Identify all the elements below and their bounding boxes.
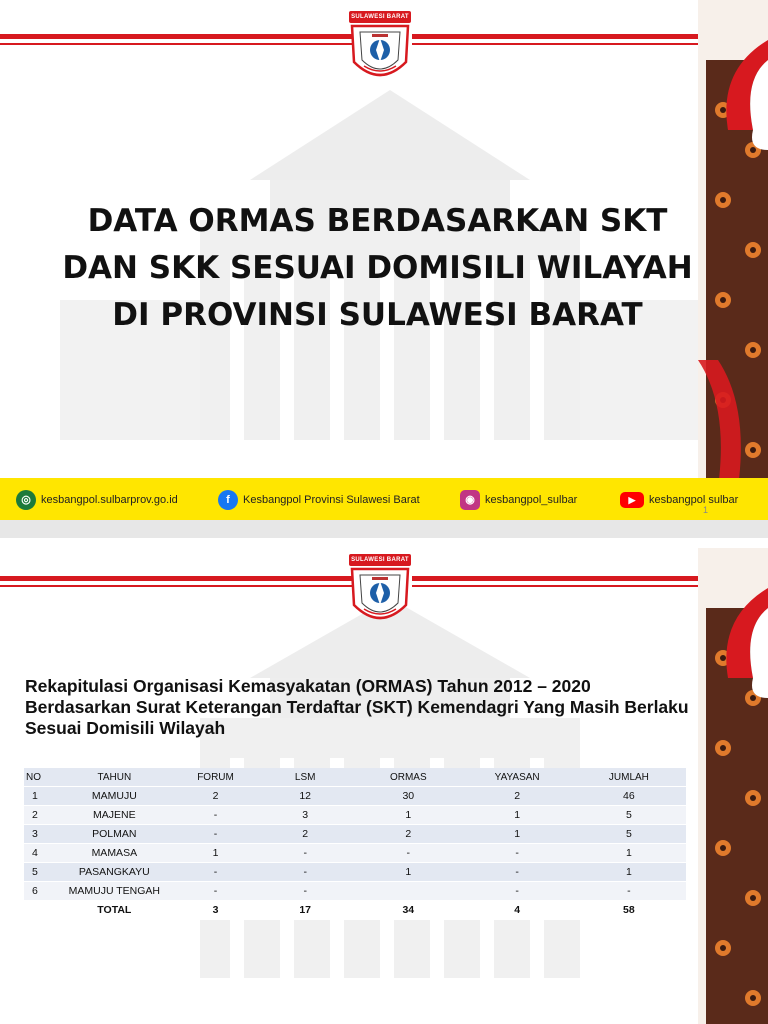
cell-yayasan: -: [463, 844, 572, 863]
globe-icon: ◎: [16, 490, 36, 510]
header-lsm: LSM: [256, 768, 354, 787]
page-number: 1: [703, 505, 709, 515]
cell-total-forum: 3: [175, 901, 257, 920]
top-red-stripe-left: [0, 34, 352, 39]
table-row: [24, 882, 686, 901]
cell-yayasan: 2: [463, 787, 572, 806]
slide-title-line-3: DI PROVINSI SULAWESI BARAT: [112, 297, 643, 333]
cell-total-ormas: 34: [354, 901, 462, 920]
recap-subtitle: [25, 676, 715, 739]
cell-no: 3: [24, 825, 54, 844]
cell-ormas: 1: [354, 806, 462, 825]
header-forum: FORUM: [175, 768, 257, 787]
cell-lsm: -: [256, 863, 354, 882]
cell-yayasan: -: [463, 882, 572, 901]
cell-no: 1: [24, 787, 54, 806]
cell-no: [24, 901, 54, 920]
table-row: [24, 787, 686, 806]
table-row: [24, 844, 686, 863]
slide-title: [40, 198, 715, 339]
facebook-icon: f: [218, 490, 238, 510]
cell-no: 5: [24, 863, 54, 882]
footer-bottom-band: [0, 520, 768, 538]
table-row: [24, 863, 686, 882]
top-red-stripe-right: [412, 34, 712, 39]
header-no: NO: [24, 768, 54, 787]
cell-forum: -: [175, 863, 257, 882]
table-header-row: [24, 768, 686, 787]
table-row: [24, 806, 686, 825]
slide-title-line-1: DATA ORMAS BERDASARKAN SKT: [87, 203, 668, 239]
cell-tahun: MAMASA: [54, 844, 175, 863]
recap-subtitle-line-1: Rekapitulasi Organisasi Kemasyakatan (ORMAS) Tahun 2012 – 2020: [25, 676, 591, 696]
cell-jumlah: -: [572, 882, 686, 901]
top-red-stripe-left-thin: [0, 585, 352, 587]
footer-youtube[interactable]: [620, 490, 738, 510]
cell-ormas: 1: [354, 863, 462, 882]
footer-facebook-label: Kesbangpol Provinsi Sulawesi Barat: [243, 494, 420, 506]
slide-title-line-2: DAN SKK SESUAI DOMISILI WILAYAH: [62, 250, 693, 286]
cell-no: 6: [24, 882, 54, 901]
cell-tahun: MAMUJU: [54, 787, 175, 806]
table-total-row: [24, 901, 686, 920]
cell-yayasan: -: [463, 863, 572, 882]
cell-jumlah: 5: [572, 806, 686, 825]
cell-yayasan: 1: [463, 806, 572, 825]
cell-no: 4: [24, 844, 54, 863]
cell-lsm: 3: [256, 806, 354, 825]
top-red-stripe-right-thin: [412, 585, 712, 587]
slide-2: [0, 548, 768, 1024]
emblem-label: SULAWESI BARAT: [349, 554, 411, 566]
table-row: [24, 825, 686, 844]
header-jumlah: JUMLAH: [572, 768, 686, 787]
cell-lsm: 2: [256, 825, 354, 844]
cell-ormas: 30: [354, 787, 462, 806]
recap-subtitle-line-3: Sesuai Domisili Wilayah: [25, 718, 226, 738]
footer-instagram[interactable]: [460, 490, 577, 510]
cell-jumlah: 1: [572, 844, 686, 863]
province-emblem-icon: [348, 12, 412, 90]
cell-tahun: MAJENE: [54, 806, 175, 825]
slide-gap: [0, 538, 768, 548]
cell-forum: -: [175, 882, 257, 901]
province-emblem-icon: [348, 555, 412, 633]
cell-jumlah: 46: [572, 787, 686, 806]
top-red-stripe-right-thin: [412, 43, 712, 45]
cell-forum: 2: [175, 787, 257, 806]
top-red-stripe-left: [0, 576, 352, 581]
cell-jumlah: 1: [572, 863, 686, 882]
cell-total-yayasan: 4: [463, 901, 572, 920]
cell-forum: 1: [175, 844, 257, 863]
cell-tahun: PASANGKAYU: [54, 863, 175, 882]
cell-tahun: POLMAN: [54, 825, 175, 844]
header-ormas: ORMAS: [354, 768, 462, 787]
cell-total-jumlah: 58: [572, 901, 686, 920]
instagram-icon: ◉: [460, 490, 480, 510]
cell-ormas: -: [354, 844, 462, 863]
cell-forum: -: [175, 825, 257, 844]
footer-facebook[interactable]: [218, 490, 420, 510]
top-red-stripe-left-thin: [0, 43, 352, 45]
header-tahun: TAHUN: [54, 768, 175, 787]
top-red-stripe-right: [412, 576, 712, 581]
cell-lsm: 12: [256, 787, 354, 806]
youtube-icon: ▶: [620, 492, 644, 508]
cell-lsm: -: [256, 882, 354, 901]
cell-total-lsm: 17: [256, 901, 354, 920]
footer-instagram-label: kesbangpol_sulbar: [485, 494, 578, 506]
footer-website-label: kesbangpol.sulbarprov.go.id: [41, 494, 178, 506]
cell-ormas: [354, 882, 462, 901]
footer-website[interactable]: [16, 490, 178, 510]
emblem-label: SULAWESI BARAT: [349, 11, 411, 23]
ormas-recap-table: [24, 768, 686, 920]
cell-tahun: MAMUJU TENGAH: [54, 882, 175, 901]
footer-youtube-label: kesbangpol sulbar: [649, 494, 739, 506]
cell-total-label: TOTAL: [54, 901, 175, 920]
cell-lsm: -: [256, 844, 354, 863]
cell-yayasan: 1: [463, 825, 572, 844]
cell-forum: -: [175, 806, 257, 825]
cell-no: 2: [24, 806, 54, 825]
recap-subtitle-line-2: Berdasarkan Surat Keterangan Terdaftar (SKT) Kemendagri Yang Masih Berlaku: [25, 697, 689, 717]
header-yayasan: YAYASAN: [463, 768, 572, 787]
cell-jumlah: 5: [572, 825, 686, 844]
cell-ormas: 2: [354, 825, 462, 844]
batik-flag-decoration: [698, 548, 768, 1024]
